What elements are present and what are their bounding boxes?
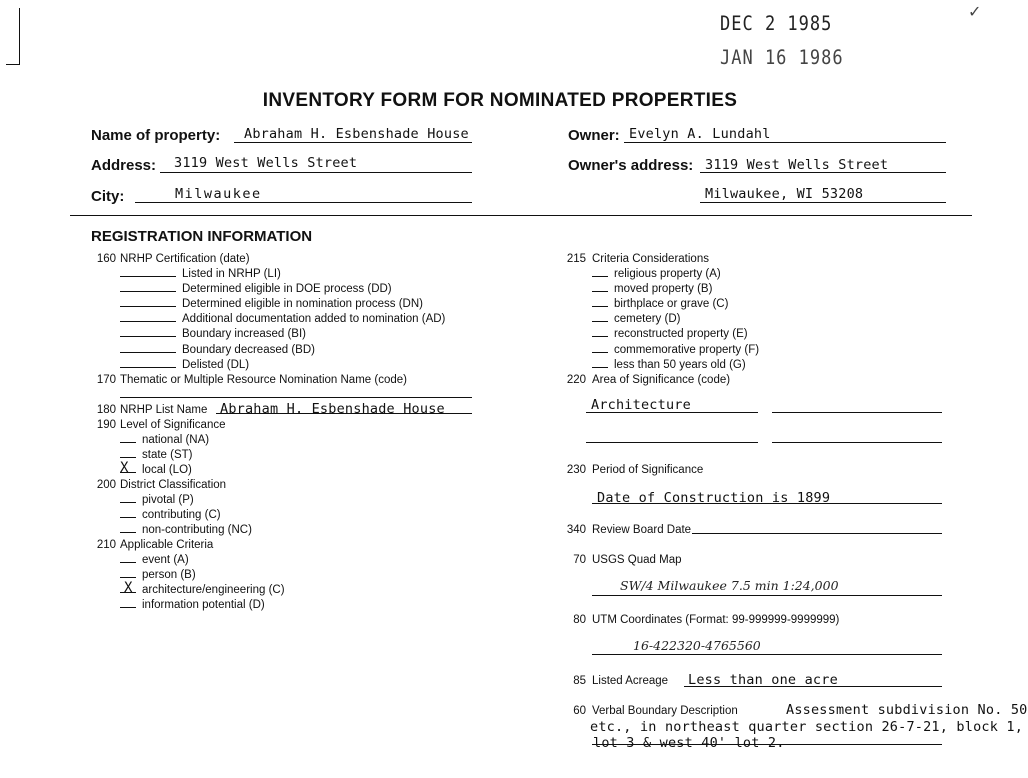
address-label: Address: — [91, 157, 157, 174]
code-200: 200 — [96, 479, 116, 491]
level-local-mark: X — [120, 460, 129, 476]
cert-item-listed: Listed in NRHP (LI) — [120, 268, 281, 280]
form-title: INVENTORY FORM FOR NOMINATED PROPERTIES — [262, 90, 738, 111]
period-of-significance-label: Period of Significance — [592, 464, 704, 476]
verbal-boundary-line1: Assessment subdivision No. 50 — [786, 702, 1028, 718]
usgs-line — [592, 595, 942, 596]
cert-item-doe: Determined eligible in DOE process (DD) — [120, 283, 392, 295]
criteria-event: event (A) — [120, 554, 189, 566]
nrhp-list-name-label: NRHP List Name — [120, 404, 208, 416]
verbal-boundary-line2: etc., in northeast quarter section 26-7-21, block 1, — [590, 719, 1024, 735]
name-of-property-value: Abraham H. Esbenshade House — [244, 126, 469, 142]
criteria-person: person (B) — [120, 569, 196, 581]
consideration-reconstructed: reconstructed property (E) — [592, 328, 748, 340]
review-board-date-label: Review Board Date — [592, 524, 692, 536]
district-non-contributing: non-contributing (NC) — [120, 524, 252, 536]
thematic-line — [120, 397, 472, 398]
code-210: 210 — [96, 539, 116, 551]
period-line — [592, 503, 942, 504]
consideration-birthplace: birthplace or grave (C) — [592, 298, 728, 310]
utm-coordinates-label: UTM Coordinates (Format: 99-999999-9999999) — [592, 614, 840, 626]
city-value: Milwaukee — [175, 186, 262, 202]
address-value: 3119 West Wells Street — [174, 155, 358, 171]
margin-mark-horizontal — [6, 64, 20, 65]
code-60: 60 — [573, 705, 586, 717]
review-board-line — [692, 533, 942, 534]
area-line-1 — [586, 412, 758, 413]
code-80: 80 — [573, 614, 586, 626]
code-215: 215 — [566, 253, 586, 265]
code-230: 230 — [566, 464, 586, 476]
district-classification-label: District Classification — [120, 479, 227, 491]
consideration-commemorative: commemorative property (F) — [592, 344, 759, 356]
cert-item-boundary-decreased: Boundary decreased (BD) — [120, 344, 315, 356]
entered-date-stamp: JAN 16 1986 — [720, 46, 844, 70]
consideration-less-than-50: less than 50 years old (G) — [592, 359, 746, 371]
level-state: state (ST) — [120, 449, 192, 461]
criteria-considerations-label: Criteria Considerations — [592, 253, 709, 265]
period-of-significance-value: Date of Construction is 1899 — [597, 490, 831, 506]
consideration-religious: religious property (A) — [592, 268, 721, 280]
code-70: 70 — [573, 554, 586, 566]
code-85: 85 — [573, 675, 586, 687]
code-190: 190 — [96, 419, 116, 431]
registration-information-heading: REGISTRATION INFORMATION — [91, 228, 313, 245]
boundary-line — [592, 744, 942, 745]
area-line-2 — [772, 412, 942, 413]
verbal-boundary-line3: lot 3 & west 40' lot 2. — [593, 735, 785, 751]
usgs-quad-map-label: USGS Quad Map — [592, 554, 682, 566]
margin-mark-vertical — [19, 8, 20, 64]
section-divider — [70, 215, 972, 216]
district-pivotal: pivotal (P) — [120, 494, 194, 506]
owners-address-label: Owner's address: — [568, 157, 694, 174]
applicable-criteria-label: Applicable Criteria — [120, 539, 214, 551]
name-of-property-label: Name of property: — [91, 127, 221, 144]
level-national: national (NA) — [120, 434, 209, 446]
utm-coordinates-value: 16-422320-4765560 — [633, 638, 761, 653]
acreage-line — [684, 686, 942, 687]
cert-item-delisted: Delisted (DL) — [120, 359, 249, 371]
name-of-property-line — [234, 142, 472, 143]
owner-value: Evelyn A. Lundahl — [629, 126, 771, 142]
code-220: 220 — [566, 374, 586, 386]
code-340: 340 — [566, 524, 586, 536]
criteria-information: information potential (D) — [120, 599, 265, 611]
listed-acreage-value: Less than one acre — [688, 672, 838, 688]
nrhp-certification-label: NRHP Certification (date) — [120, 253, 250, 265]
received-date-stamp: DEC 2 1985 — [720, 12, 833, 36]
nrhp-list-name-value: Abraham H. Esbenshade House — [220, 401, 445, 417]
area-of-significance-value: Architecture — [591, 397, 691, 413]
owner-label: Owner: — [568, 127, 620, 144]
city-label: City: — [91, 188, 125, 205]
area-line-4 — [772, 442, 942, 443]
area-line-3 — [586, 442, 758, 443]
code-180: 180 — [96, 404, 116, 416]
verbal-boundary-label: Verbal Boundary Description — [592, 705, 738, 717]
level-local: local (LO) — [120, 464, 192, 476]
owners-address-line1: 3119 West Wells Street — [705, 157, 889, 173]
level-of-significance-label: Level of Significance — [120, 419, 226, 431]
utm-line — [592, 654, 942, 655]
cert-item-boundary-increased: Boundary increased (BI) — [120, 328, 306, 340]
district-contributing: contributing (C) — [120, 509, 221, 521]
criteria-architecture: architecture/engineering (C) — [120, 584, 285, 596]
thematic-label: Thematic or Multiple Resource Nomination Name (code) — [120, 374, 407, 386]
owner-line — [624, 142, 946, 143]
consideration-moved: moved property (B) — [592, 283, 712, 295]
area-of-significance-label: Area of Significance (code) — [592, 374, 731, 386]
address-line — [160, 172, 472, 173]
city-line — [135, 202, 472, 203]
owners-address-line1-rule — [700, 172, 946, 173]
checkmark-icon: ✓ — [968, 4, 982, 21]
code-160: 160 — [96, 253, 116, 265]
consideration-cemetery: cemetery (D) — [592, 313, 680, 325]
owners-address-line2-rule — [700, 202, 946, 203]
nrhp-list-name-line — [216, 413, 472, 414]
code-170: 170 — [96, 374, 116, 386]
listed-acreage-label: Listed Acreage — [592, 675, 669, 687]
cert-item-additional: Additional documentation added to nomination (AD) — [120, 313, 445, 325]
usgs-quad-map-value: SW/4 Milwaukee 7.5 min 1:24,000 — [620, 578, 839, 593]
criteria-architecture-mark: X — [124, 580, 133, 596]
cert-item-nomination: Determined eligible in nomination process (DN) — [120, 298, 423, 310]
owners-address-line2: Milwaukee, WI 53208 — [705, 186, 864, 202]
